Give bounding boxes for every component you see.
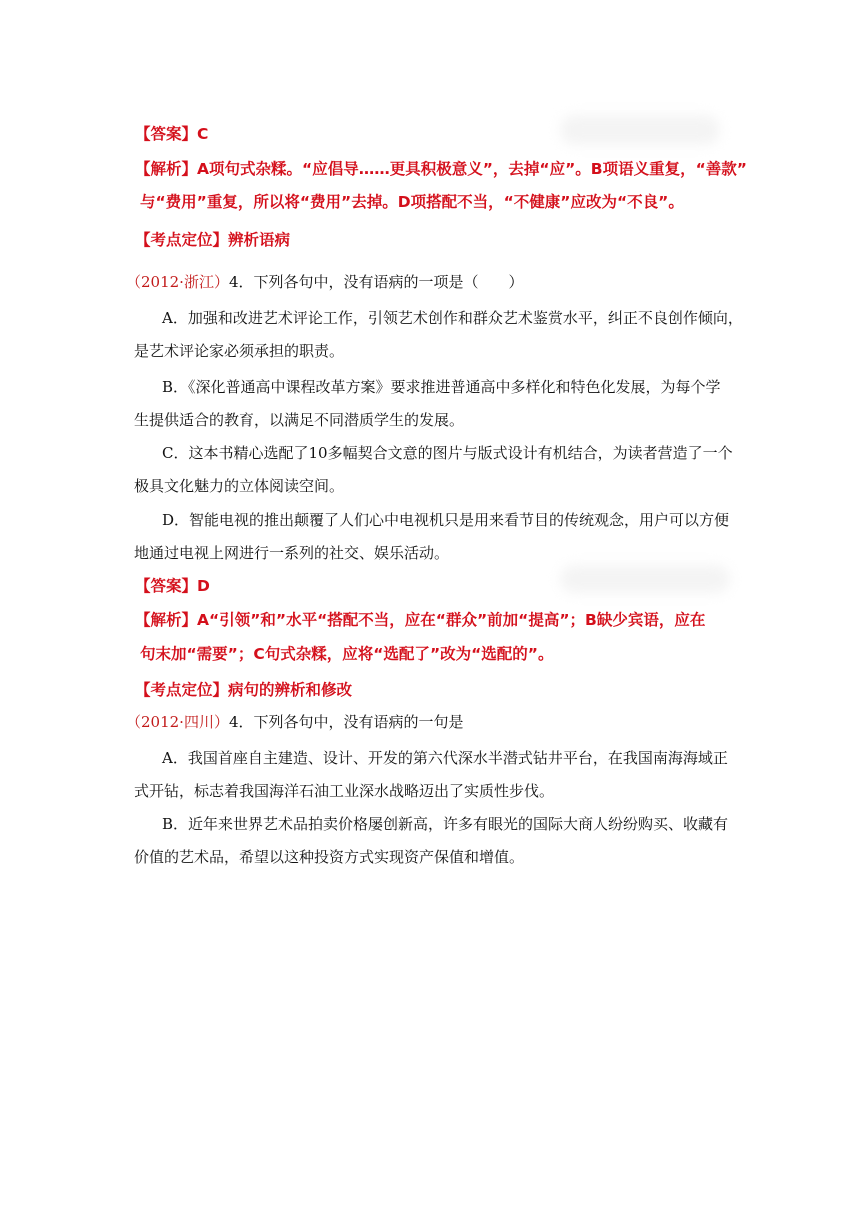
option-b-line-1: B．《深化普通高中课程改革方案》要求推进普通高中多样化和特色化发展，为每个学	[162, 378, 721, 396]
question-text: 4．下列各句中，没有语病的一句是	[228, 713, 464, 731]
answer-value: C	[197, 125, 209, 143]
answer-value: D	[197, 577, 210, 595]
analysis-text: A“引领”和”水平“搭配不当，应在“群众”前加“提高”；B缺少宾语，应在	[197, 611, 706, 629]
answer-line	[135, 574, 210, 596]
question-source: （2012·浙江）	[126, 273, 229, 291]
option-a-line-2: 式开钻，标志着我国海洋石油工业深水战略迈出了实质性步伐。	[134, 782, 555, 800]
question-text: 4．下列各句中，没有语病的一项是（ ）	[228, 273, 524, 291]
option-a-line-2: 是艺术评论家必须承担的职责。	[134, 342, 345, 360]
option-b-line-2: 价值的艺术品，希望以这种投资方式实现资产保值和增值。	[134, 848, 525, 866]
option-d-line-1: D．智能电视的推出颠覆了人们心中电视机只是用来看节目的传统观念，用户可以方便	[162, 511, 730, 529]
option-c-line-1: C．这本书精心选配了10多幅契合文意的图片与版式设计有机结合，为读者营造了一个	[162, 444, 733, 462]
answer-label: 【答案】	[135, 577, 198, 595]
watermark-smudge	[560, 565, 730, 593]
analysis-text: A项句式杂糅。“应倡导……更具积极意义”，去掉“应”。B项语义重复，“善款”	[197, 160, 747, 178]
point-value: 辨析语病	[228, 231, 291, 249]
answer-line	[135, 122, 208, 144]
option-b-line-1: B．近年来世界艺术品拍卖价格屡创新高，许多有眼光的国际大商人纷纷购买、收藏有	[162, 815, 729, 833]
point-label: 【考点定位】	[135, 681, 229, 699]
analysis-line-2: 与“费用”重复，所以将“费用”去掉。D项搭配不当，“不健康”应改为“不良”。	[140, 193, 684, 211]
option-b-line-2: 生提供适合的教育，以满足不同潜质学生的发展。	[134, 411, 465, 429]
analysis-label: 【解析】	[135, 611, 198, 629]
watermark-smudge	[560, 115, 720, 145]
option-c-line-2: 极具文化魅力的立体阅读空间。	[134, 477, 345, 495]
question-source: （2012·四川）	[126, 713, 229, 731]
analysis-line-1	[135, 608, 705, 630]
answer-label: 【答案】	[135, 125, 198, 143]
point-label: 【考点定位】	[135, 231, 229, 249]
analysis-line-1	[135, 157, 747, 179]
analysis-line-2: 句末加“需要”；C句式杂糅，应将“选配了”改为“选配的”。	[140, 645, 554, 663]
question-stem	[126, 271, 524, 292]
option-d-line-2: 地通过电视上网进行一系列的社交、娱乐活动。	[134, 544, 450, 562]
option-a-line-1: A．我国首座自主建造、设计、开发的第六代深水半潜式钻井平台，在我国南海海域正	[162, 749, 728, 767]
analysis-label: 【解析】	[135, 160, 198, 178]
point-value: 病句的辨析和修改	[228, 681, 353, 699]
question-stem	[126, 711, 464, 732]
point-line	[135, 228, 290, 250]
point-line	[135, 678, 352, 700]
option-a-line-1: A．加强和改进艺术评论工作，引领艺术创作和群众艺术鉴赏水平，纠正不良创作倾向，	[162, 309, 743, 327]
